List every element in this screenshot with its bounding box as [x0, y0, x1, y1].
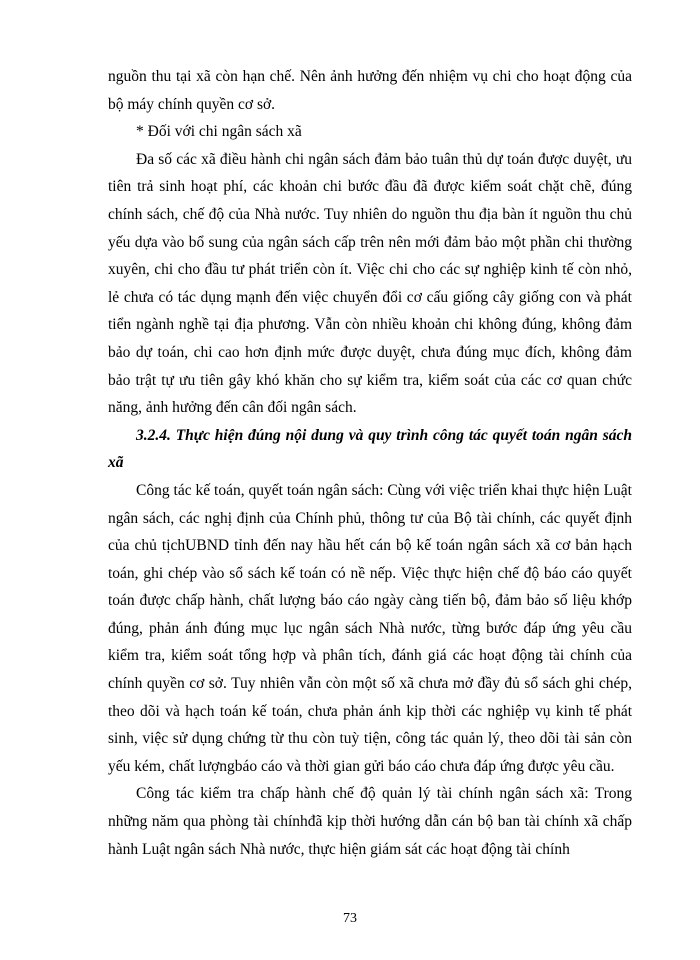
paragraph-budget-spending: Đa số các xã điều hành chi ngân sách đảm bảo tuân thủ dự toán được duyệt, ưu tiên trả sinh hoạt phí, các khoản chi bước đầu đã được kiểm soát chặt chẽ, đúng chính sách, chế độ của Nhà nước. Tuy nhiên do nguồn thu địa bàn ít nguồn thu chủ yếu dựa vào bổ sung của ngân sách cấp trên nên mới đảm bảo một phần chi thường xuyên, chi cho đầu tư phát triển còn ít. Việc chi cho các sự nghiệp kinh tế còn nhỏ, lẻ chưa có tác dụng mạnh đến việc chuyển đổi cơ cấu giống cây giống con và phát tiển ngành nghề tại địa phương. Vẫn còn nhiều khoản chi không đúng, không đảm bảo dự toán, chi cao hơn định mức được duyệt, chưa đúng mục đích, không đảm bảo trật tự ưu tiên gây khó khăn cho sự kiểm tra, kiểm soát của các cơ quan chức năng, ảnh hưởng đến cân đối ngân sách. [108, 150, 632, 417]
section-heading: 3.2.4. Thực hiện đúng nội dung và quy trình công tác quyết toán ngân sách xã [108, 426, 632, 472]
page-body [108, 63, 632, 863]
paragraph-inspection: Công tác kiểm tra chấp hành chế độ quản lý tài chính ngân sách xã: Trong những năm qua phòng tài chínhđã kịp thời hướng dẫn cán bộ ban tài chính xã chấp hành Luật ngân sách Nhà nước, thực hiện giám sát các hoạt động tài chính [108, 785, 632, 858]
page-number: 73 [343, 911, 357, 926]
paragraph-accounting: Công tác kế toán, quyết toán ngân sách: Cùng với việc triển khai thực hiện Luật ngân sách, các nghị định của Chính phủ, thông tư của Bộ tài chính, các quyết định của chủ tịchUBND tỉnh đến nay hầu hết cán bộ kế toán ngân sách xã cơ bản hạch toán, ghi chép vào sổ sách kế toán có nề nếp. Việc thực hiện chế độ báo cáo quyết toán được chấp hành, chất lượng báo cáo ngày càng tiến bộ, đảm bảo số liệu khớp đúng, phản ánh đúng mục lục ngân sách Nhà nước, từng bước đáp ứng yêu cầu kiểm tra, kiểm soát tổng hợp và phân tích, đánh giá các hoạt động tài chính của chính quyền cơ sở. Tuy nhiên vẫn còn một số xã chưa mở đầy đủ sổ sách ghi chép, theo dõi và hạch toán kế toán, chưa phản ánh kịp thời các nghiệp vụ kinh tế phát sinh, việc sử dụng chứng từ thu còn tuỳ tiện, công tác quản lý, theo dõi tài sản còn yếu kém, chất lượngbáo cáo và thời gian gửi báo cáo chưa đáp ứng được yêu cầu. [108, 481, 632, 775]
paragraph-continuation: nguồn thu tại xã còn hạn chế. Nên ảnh hưởng đến nhiệm vụ chi cho hoạt động của bộ máy chính quyền cơ sở. [108, 68, 632, 113]
sub-heading-budget-spending: * Đối với chi ngân sách xã [136, 123, 302, 141]
